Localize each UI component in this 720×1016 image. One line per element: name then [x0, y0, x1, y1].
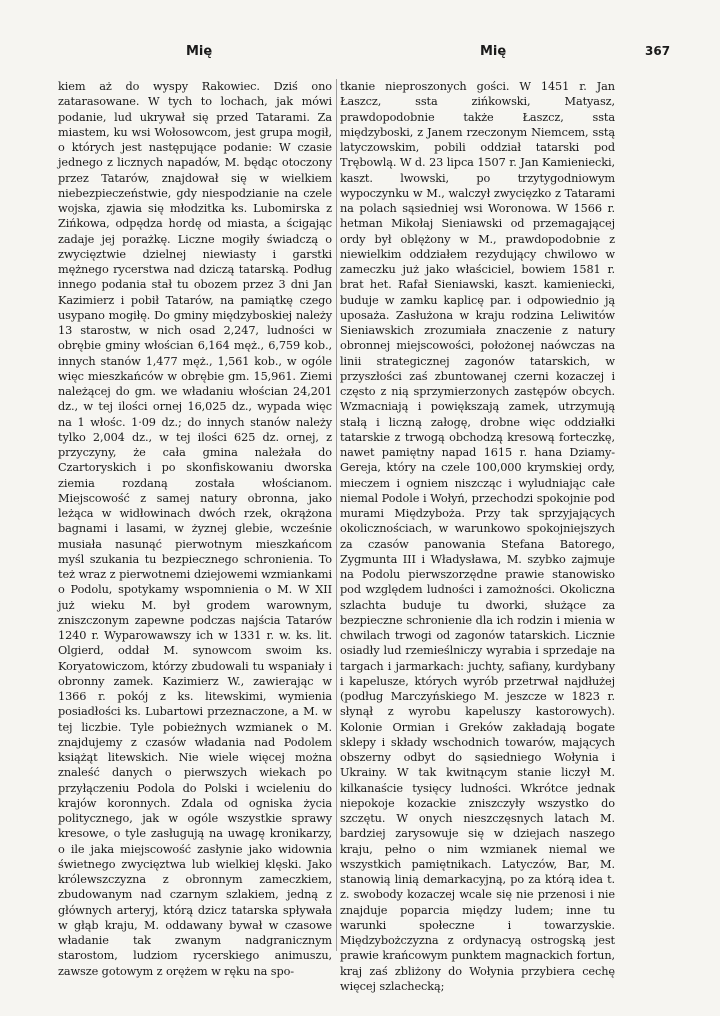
right-column-text: tkanie nieproszonych gości. W 1451 r. Jan Łaszcz, ssta zińkowski, Matyasz, prawdopodobnie także Łaszcz, ssta międzyboski, z Janem rzeczonym Niemcem, sstą latyczowskim, pobili oddział tatarski pod Trębowlą. W d. 23 lipca 1507 r. Jan Kamieniecki, kaszt. lwowski, po trzytygodniowym wypoczynku w M., walczył zwycięzko z Tatarami na polach sąsiedniej wsi Woronowa. W 1566 r. hetman Mikołaj Sieniawski od przemagającej ordy był oblężony w M., prawdopodobnie z niewielkim oddziałem rezydujący chwilowo w zameczku już jako właściciel, bowiem 1581 r. brat het. Rafał Sieniawski, kaszt. kamieniecki, buduje w zamku kaplicę par. i odpowiednio ją uposaża. Zasłużona w kraju rodzina Leliwitów Sieniawskich zrozumiała znaczenie z natury obronnej miejscowości, położonej naówczas na linii strategicznej zagonów tatarskich, w przyszłości zaś zbuntowanej czerni kozaczej i często z nią sprzymierzonych zastępów obcych. Wzmacniają i powiększają zamek, utrzymują stałą i liczną załogę, drobne więc oddziałki tatarskie z trwogą obchodzą kresową forteczkę, nawet pamiętny napad 1615 r. hana Dziamy-Gereja, który na czele 100,000 krymskiej ordy, mieczem i ogniem niszcząc i wyludniając całe niemal Podole i Wołyń, przechodzi spokojnie pod murami Międzyboża. Przy tak sprzyjających okolicznościach, w warunkowo spokojniejszych za czasów panowania Stefana Batorego, Zygmunta III i Władysława, M. szybko zajmuje na Podolu pierwszorzędne prawie stanowisko pod względem ludności i zamożności. Okoliczna szlachta buduje tu dworki, służące za bezpieczne schronienie dla ich rodzin i mienia w chwilach trwogi od zagonów tatarskich. Licznie osiadły lud rzemieślniczy wyrabia i sprzedaje na targach i jarmarkach: juchty, safiany, kurdybany i kapelusze, których wyrób przetrwał najdłużej (podług Marczyńskiego M. jeszcze w 1823 r. słynął z wyrobu kapeluszy kastorowych). Kolonie Ormian i Greków zakładają bogate sklepy i składy wschodnich towarów, mających obszerny odbyt do sąsiedniego Wołynia i Ukrainy. W tak kwitnącym stanie liczył M. kilkanaście tysięcy ludności. Wkrótce jednak niepokoje kozackie zniszczyły wszystko do szczętu. W onych nieszczęsnych latach M. bardziej zarysowuje się w dziejach naszego kraju, pełno o nim wzmianek niemal we wszystkich pamiętnikach. Latyczów, Bar, M. stanowią linią demarkacyjną, po za którą idea t. z. swobody kozaczej wcale się nie przenosi i nie znajduje poparcia między ludem; inne tu warunki społeczne i towarzyskie. Międzybożczyzna z ordynacyą ostrogską jest prawie krańcowym punktem magnackich fortun, kraj zaś zbliżony do Wołynia przybiera cechę więcej szlachecką;: [340, 80, 615, 993]
right-column: [340, 79, 615, 994]
left-running-head: Mię: [186, 44, 213, 59]
left-column-text: kiem aż do wyspy Rakowiec. Dziś ono zatarasowane. W tych to lochach, jak mówi podanie, lud ukrywał się przed Tatarami. Za miastem, ku wsi Wołosowcom, jest grupa mogił, o których jest następujące podanie: W czasie jednego z licznych napadów, M. będąc otoczony przez Tatarów, znajdował się w wielkiem niebezpieczeństwie, gdy niespodzianie na czele wojska, zjawia się młodzitka ks. Lubomirska z Zińkowa, odpędza hordę od miasta, a ścigając zadaje jej porażkę. Liczne mogiły świadczą o zwycięztwie dzielnej niewiasty i garstki mężnego rycerstwa nad dziczą tatarską. Podług innego podania stał tu obozem przez 3 dni Jan Kazimierz i pobił Tatarów, na pamiątkę czego usypano mogiłę. Do gminy międzyboskiej należy 13 starostw, w nich osad 2,247, ludności w obrębie gminy włościan 6,164 męż., 6,759 kob., innych stanów 1,477 męż., 1,561 kob., w ogóle więc mieszkańców w obrębie gm. 15,961. Ziemi należącej do gm. we władaniu włościan 24,201 dz., w tej ilości ornej 16,025 dz., wypada więc na 1 włośc. 1·09 dz.; do innych stanów należy tylko 2,004 dz., w tej ilości 625 dz. ornej, z przyczyny, że cała gmina należała do Czartoryskich i po skonfiskowaniu dworska ziemia rozdaną została włościanom. Miejscowość z samej natury obronna, jako leżąca w widłowinach dwóch rzek, okrążona bagnami i lasami, w żyznej glebie, wcześnie musiała nasunąć pierwotnym mieszkańcom myśl szukania tu bezpiecznego schronienia. To też wraz z pierwotnemi dziejowemi wzmiankami o Podolu, spotykamy wspomnienia o M. W XII już wieku M. był grodem warownym, zniszczonym zapewne podczas najścia Tatarów 1240 r. Wyparowawszy ich w 1331 r. w. ks. lit. Olgierd, oddał M. synowcom swoim ks. Koryatowiczom, którzy zbudowali tu wspaniały i obronny zamek. Kazimierz W., zawierając w 1366 r. pokój z ks. litewskimi, wymienia posiadłości ks. Lubartowi przeznaczone, a M. w tej liczbie. Tyle pobieżnych wzmianek o M. znajdujemy z czasów władania nad Podolem książąt litewskich. Nie wiele więcej można znaleść danych o pierwszych wiekach po przyłączeniu Podola do Polski i wcieleniu do krajów koronnych. Zdala od ogniska życia politycznego, jak w ogóle wszystkie sprawy kresowe, o tyle zasługują na uwagę kronikarzy, o ile jaka miejscowość zasłynie jako widownia świetnego zwycięztwa lub wielkiej klęski. Jako królewszczyzna z obronnym zameczkiem, zbudowanym nad czarnym szlakiem, jedną z głównych arteryj, którą dzicz tatarska spływała w głąb kraju, M. oddawany bywał w czasowe władanie tak zwanym nadgranicznym starostom, ludziom rycerskiego animuszu, zawsze gotowym z orężem w ręku na spo-: [58, 80, 332, 978]
running-header: [0, 44, 720, 64]
column-divider: [336, 79, 337, 951]
right-running-head: Mię: [480, 44, 507, 59]
left-column: [58, 79, 332, 979]
page-number: 367: [645, 44, 671, 58]
